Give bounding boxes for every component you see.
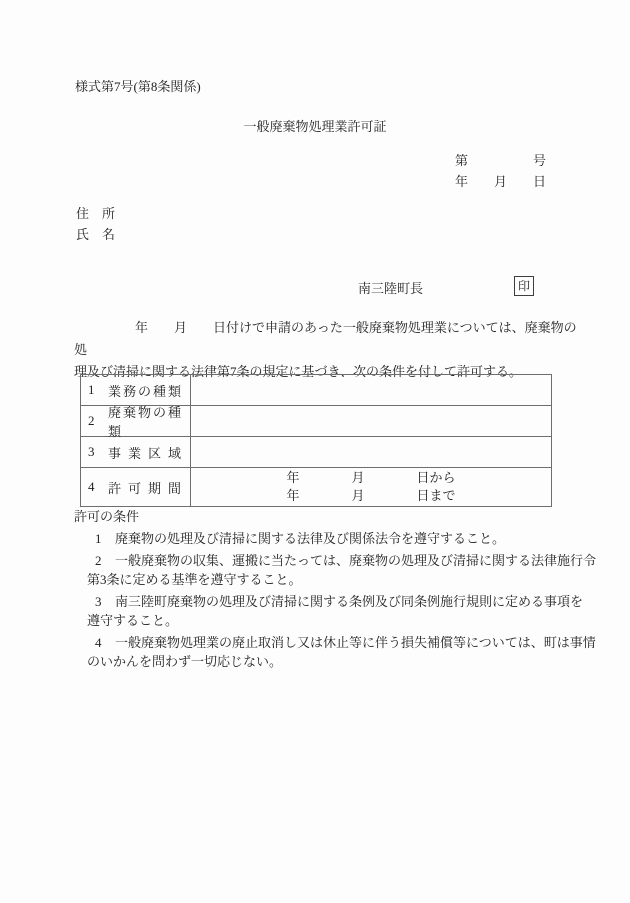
business-type-value bbox=[191, 375, 551, 405]
permit-conditions bbox=[74, 507, 599, 671]
name-label: 氏 名 bbox=[76, 227, 116, 242]
condition-text: 南三陸町廃棄物の処理及び清掃に関する条例及び同条例施行規則に定める事項を bbox=[115, 594, 584, 609]
row-number: 1 bbox=[88, 382, 95, 397]
business-area-value bbox=[191, 437, 551, 467]
condition-item-3-continuation: 遵守すること。 bbox=[87, 613, 179, 628]
row-label-cell bbox=[81, 405, 191, 439]
row-label: 事業区域 bbox=[108, 445, 181, 461]
seal-mark: 印 bbox=[514, 276, 534, 296]
permit-statement-line-2: 理及び清掃に関する法律第7条の規定に基づき、次の条件を付して許可する。 bbox=[74, 364, 522, 379]
permit-number-line: 第 号 bbox=[455, 153, 547, 168]
document-title: 一般廃棄物処理業許可証 bbox=[243, 119, 387, 134]
permit-statement-line-1: 年 月 日付けで申請のあった一般廃棄物処理業については、廃棄物の処 bbox=[74, 320, 577, 357]
period-from-line: 年 月 日から bbox=[286, 470, 456, 485]
row-number: 4 bbox=[88, 479, 95, 494]
row-label: 廃棄物の種類 bbox=[108, 405, 181, 439]
condition-item-1 bbox=[74, 529, 599, 548]
condition-text: 一般廃棄物処理業の廃止取消し又は休止等に伴う損失補償等については、町は事情 bbox=[115, 635, 596, 650]
table-row-business-area bbox=[81, 436, 551, 467]
row-label: 許可期間 bbox=[108, 480, 181, 496]
condition-number: 4 bbox=[95, 635, 102, 650]
row-label: 業務の種類 bbox=[108, 383, 181, 399]
form-number: 様式第7号(第8条関係) bbox=[75, 79, 201, 94]
row-label-cell bbox=[81, 437, 191, 467]
table-row-business-type bbox=[81, 375, 551, 405]
row-number: 2 bbox=[88, 413, 95, 428]
permit-period-value bbox=[191, 468, 551, 506]
condition-item-4-continuation: のいかんを問わず一切応じない。 bbox=[87, 654, 283, 669]
row-label-cell bbox=[81, 375, 191, 405]
waste-type-value bbox=[191, 406, 551, 436]
condition-number: 3 bbox=[95, 594, 102, 609]
condition-item-4 bbox=[74, 633, 599, 652]
issue-date-line: 年 月 日 bbox=[455, 174, 547, 189]
condition-number: 2 bbox=[95, 553, 102, 568]
table-row-permit-period bbox=[81, 467, 551, 506]
conditions-heading: 許可の条件 bbox=[74, 509, 140, 524]
condition-text: 廃棄物の処理及び清掃に関する法律及び関係法令を遵守すること。 bbox=[115, 531, 506, 546]
permit-details-table bbox=[80, 374, 552, 507]
condition-item-2 bbox=[74, 551, 599, 570]
row-number: 3 bbox=[88, 444, 95, 459]
condition-item-3 bbox=[74, 592, 599, 611]
condition-text: 一般廃棄物の収集、運搬に当たっては、廃棄物の処理及び清掃に関する法律施行令 bbox=[115, 553, 597, 568]
address-label: 住 所 bbox=[76, 206, 116, 221]
period-to-line: 年 月 日まで bbox=[286, 488, 456, 503]
table-row-waste-type bbox=[81, 405, 551, 439]
issuer-title: 南三陸町長 bbox=[358, 281, 424, 296]
condition-number: 1 bbox=[95, 531, 102, 546]
addressee-block bbox=[76, 203, 115, 245]
condition-item-2-continuation: 第3条に定める基準を遵守すること。 bbox=[87, 572, 302, 587]
row-label-cell bbox=[81, 468, 191, 506]
